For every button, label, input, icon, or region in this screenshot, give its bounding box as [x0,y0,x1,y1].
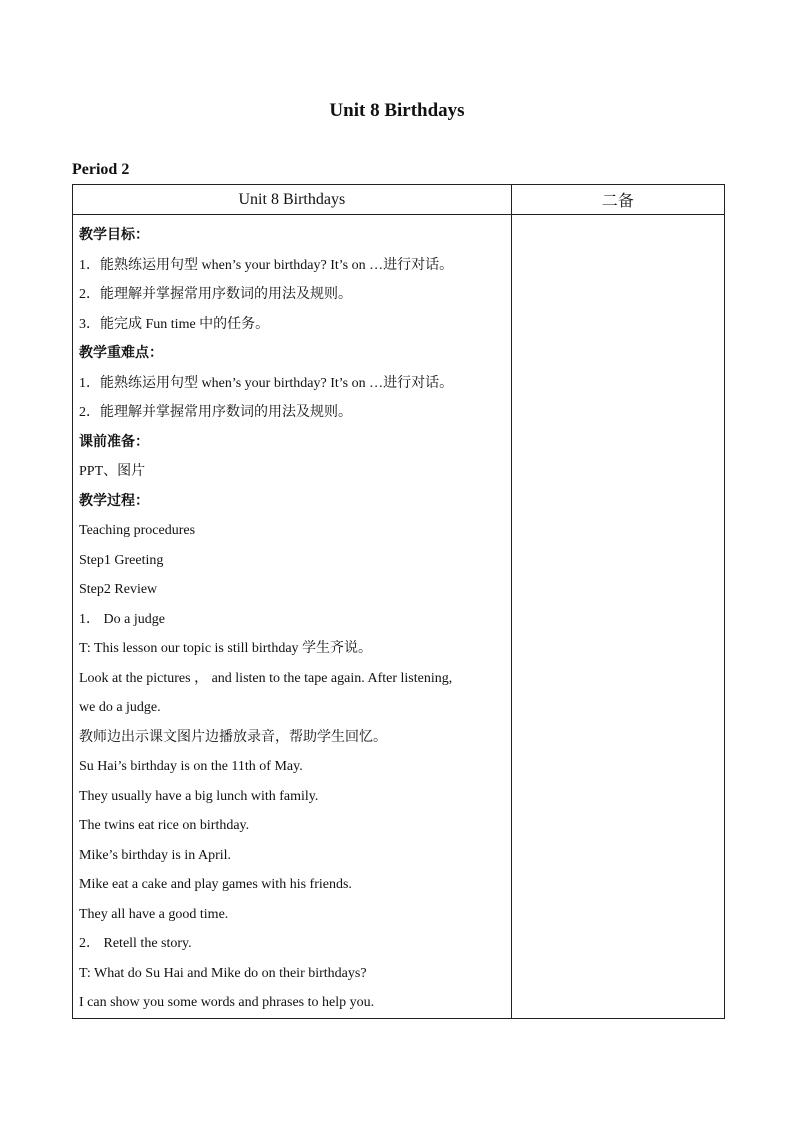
section-heading: 教学目标： [79,228,149,243]
content-line: The twins eat rice on birthday. [79,818,250,833]
section-heading: 课前准备： [79,434,149,450]
content-line: 2．能理解并掌握常用序数词的用法及规则。 [79,287,352,302]
table-content-row [73,215,725,1019]
content-line: we do a judge. [79,700,161,715]
lesson-plan-table [72,184,725,1019]
content-line: Step2 Review [79,582,158,597]
table-header-unit: Unit 8 Birthdays [73,185,512,215]
lesson-content-cell [73,215,512,1019]
period-heading: Period 2 [72,161,130,178]
content-line: 2． Retell the story. [79,936,192,951]
section-heading: 教学过程： [79,493,149,509]
content-line: Look at the pictures ， and listen to the tape again. After listening, [79,670,453,686]
content-line: 2．能理解并掌握常用序数词的用法及规则。 [79,405,352,420]
content-line: 3．能完成 Fun time 中的任务。 [79,316,270,332]
content-line: They all have a good time. [79,906,229,922]
content-line: Mike eat a cake and play games with his friends. [79,877,352,892]
content-line: 1． Do a judge [79,611,165,627]
content-line: Su Hai’s birthday is on the 11th of May. [79,759,303,774]
table-header-second-prep: 二备 [511,185,724,215]
content-line: T: This lesson our topic is still birthday 学生齐说。 [79,641,373,656]
document-title: Unit 8 Birthdays [329,100,465,121]
content-line: 教师边出示课文图片边播放录音，帮助学生回忆。 [79,729,387,745]
content-line: 1．能熟练运用句型 when’s your birthday? It’s on …进行对话。 [79,375,454,391]
section-heading: 教学重难点： [79,346,163,361]
content-line: Teaching procedures [79,523,196,538]
table-header-row [73,185,725,215]
content-line: Mike’s birthday is in April. [79,847,232,863]
content-line: I can show you some words and phrases to help you. [79,995,375,1010]
notes-cell [511,215,724,1019]
content-line: PPT、图片 [79,464,146,479]
content-line: Step1 Greeting [79,552,164,568]
content-line: 1．能熟练运用句型 when’s your birthday? It’s on …进行对话。 [79,257,454,273]
lesson-content-lines [79,221,505,1018]
content-line: T: What do Su Hai and Mike do on their birthdays? [79,965,367,981]
content-line: They usually have a big lunch with family. [79,788,319,804]
